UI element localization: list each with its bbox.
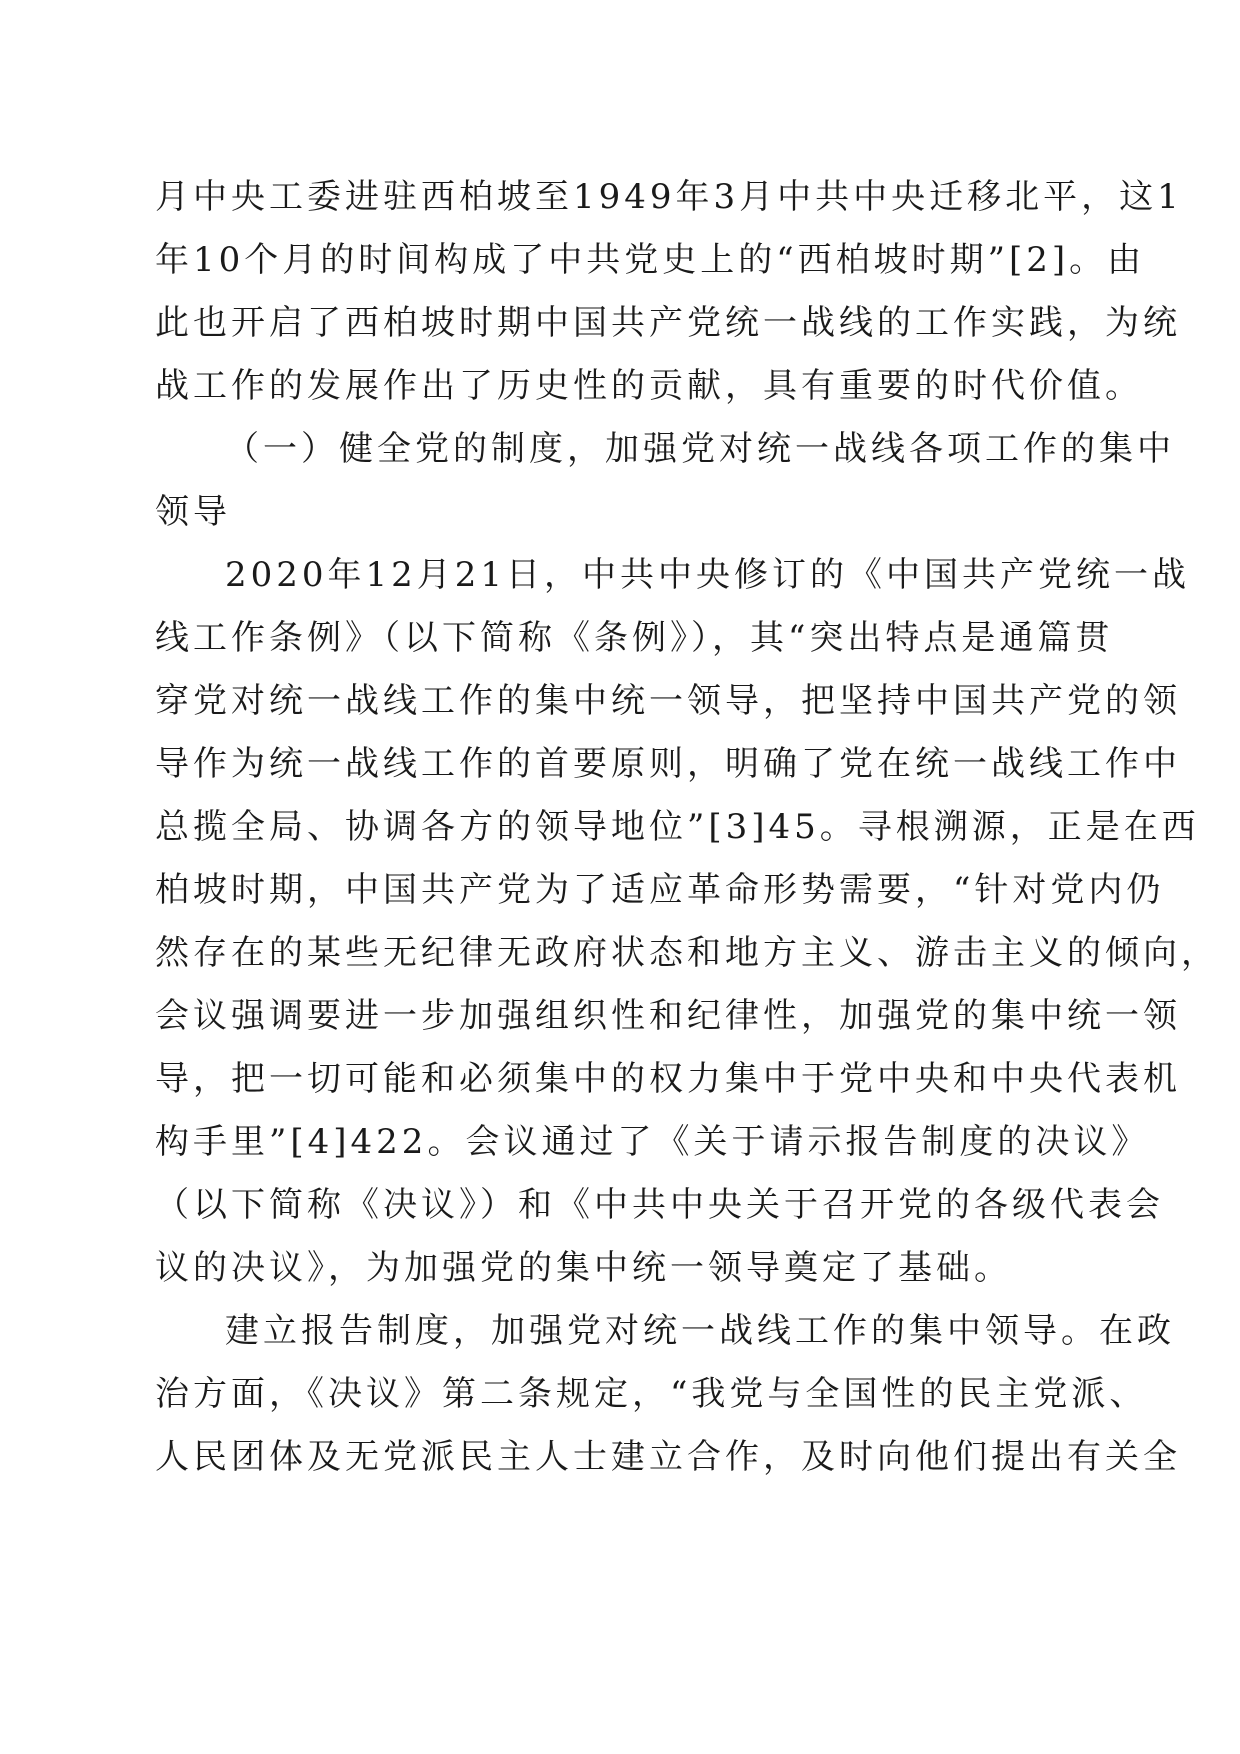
text-line: 战工作的发展作出了历史性的贡献，具有重要的时代价值。: [155, 366, 1143, 406]
section-heading: [155, 418, 1175, 544]
text-line: （以下简称《决议》）和《中共中央关于召开党的各级代表会: [155, 1185, 1164, 1225]
text-line: 线工作条例》（以下简称《条例》），其“突出特点是通篇贯: [155, 618, 1114, 658]
heading-line: 领导: [155, 492, 231, 532]
paragraph-regulations: [155, 544, 1219, 1300]
paragraph-reporting-system: [155, 1300, 1181, 1489]
text-line: 导作为统一战线工作的首要原则，明确了党在统一战线工作中: [155, 744, 1181, 784]
text-line: 年10个月的时间构成了中共党史上的“西柏坡时期”[2]。由: [155, 240, 1146, 280]
text-line: 治方面，《决议》第二条规定，“我党与全国性的民主党派、: [155, 1374, 1148, 1414]
text-line: 会议强调要进一步加强组织性和纪律性，加强党的集中统一领: [155, 996, 1181, 1036]
heading-line: （一）健全党的制度，加强党对统一战线各项工作的集中: [225, 429, 1175, 469]
text-line: 柏坡时期，中国共产党为了适应革命形势需要，“针对党内仍: [155, 870, 1165, 910]
text-line: 此也开启了西柏坡时期中国共产党统一战线的工作实践，为统: [155, 303, 1181, 343]
text-line: 议的决议》，为加强党的集中统一领导奠定了基础。: [155, 1248, 1012, 1288]
paragraph-continuation: [155, 166, 1183, 418]
text-line: 穿党对统一战线工作的集中统一领导，把坚持中国共产党的领: [155, 681, 1181, 721]
text-line: 2020年12月21日，中共中央修订的《中国共产党统一战: [225, 555, 1191, 595]
text-line: 月中央工委进驻西柏坡至1949年3月中共中央迁移北平，这1: [155, 177, 1183, 217]
body-text: [155, 166, 1219, 1489]
text-line: 人民团体及无党派民主人士建立合作，及时向他们提出有关全: [155, 1437, 1181, 1477]
text-line: 总揽全局、协调各方的领导地位”[3]45。寻根溯源，正是在西: [155, 807, 1200, 847]
text-line: 建立报告制度，加强党对统一战线工作的集中领导。在政: [225, 1311, 1175, 1351]
text-line: 然存在的某些无纪律无政府状态和地方主义、游击主义的倾向，: [155, 933, 1219, 973]
text-line: 构手里”[4]422。会议通过了《关于请示报告制度的决议》: [155, 1122, 1150, 1162]
text-line: 导，把一切可能和必须集中的权力集中于党中央和中央代表机: [155, 1059, 1181, 1099]
